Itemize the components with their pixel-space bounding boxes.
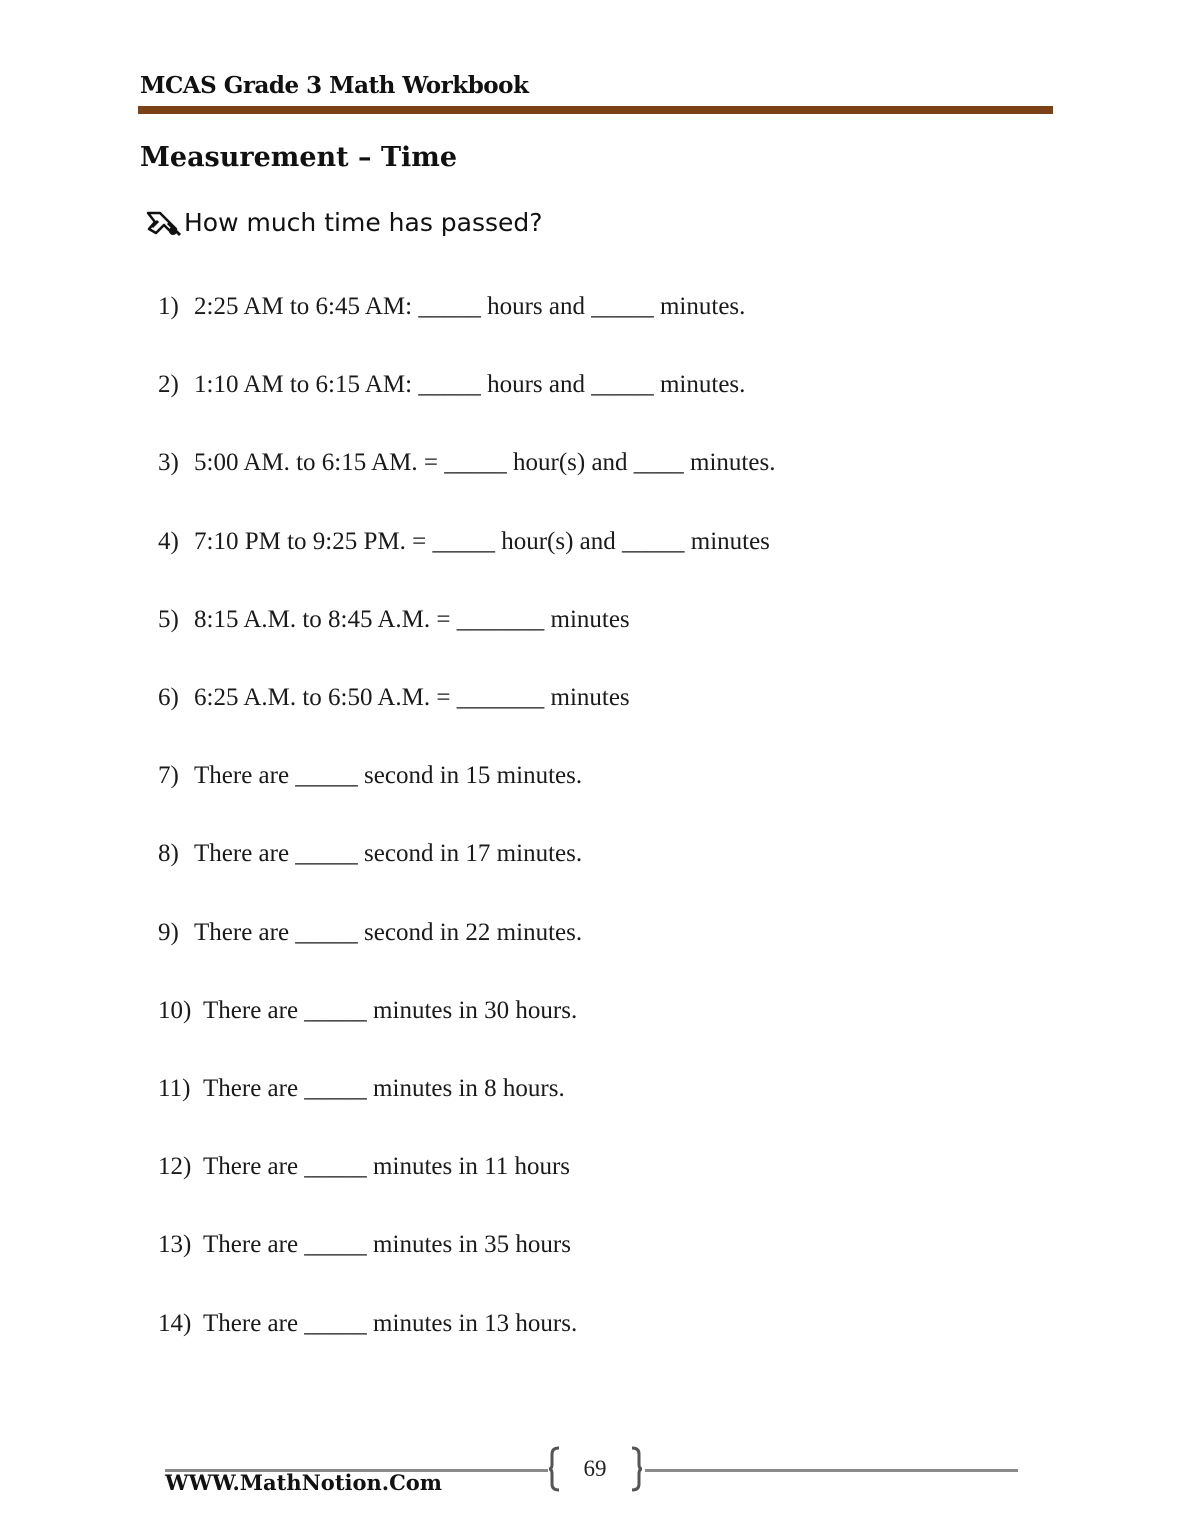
question-item [158, 919, 582, 947]
question-text: There are _____ minutes in 35 hours [203, 1231, 571, 1258]
footer-rule-right [645, 1469, 1018, 1472]
question-item [158, 371, 745, 399]
question-text: 1:10 AM to 6:15 AM: _____ hours and _____ minutes. [194, 371, 746, 398]
question-number: 11) [158, 1075, 191, 1102]
question-text: There are _____ second in 22 minutes. [194, 919, 583, 946]
question-text: 5:00 AM. to 6:15 AM. = _____ hour(s) and ____ minutes. [194, 449, 776, 476]
question-item [158, 997, 577, 1025]
question-item [158, 1153, 570, 1181]
question-text: There are _____ minutes in 11 hours [203, 1153, 571, 1180]
question-number: 2) [158, 371, 179, 398]
question-number: 3) [158, 449, 179, 476]
question-item [158, 1075, 565, 1103]
question-item [158, 449, 775, 477]
question-number: 8) [158, 840, 179, 867]
question-item [158, 1231, 571, 1259]
question-number: 12) [158, 1153, 192, 1180]
question-text: 7:10 PM to 9:25 PM. = _____ hour(s) and _____ minutes [194, 528, 770, 555]
left-brace-icon [548, 1446, 562, 1492]
question-text: 8:15 A.M. to 8:45 A.M. = _______ minutes [194, 606, 630, 633]
question-number: 9) [158, 919, 179, 946]
question-text: 2:25 AM to 6:45 AM: _____ hours and _____ minutes. [194, 293, 746, 320]
instruction-text: How much time has passed? [184, 208, 543, 237]
question-number: 6) [158, 684, 179, 711]
footer-website: WWW.MathNotion.Com [165, 1470, 443, 1495]
workbook-title: MCAS Grade 3 Math Workbook [140, 72, 529, 99]
header-divider [138, 106, 1053, 114]
right-brace-icon [629, 1446, 643, 1492]
question-number: 10) [158, 997, 192, 1024]
writing-hand-icon [146, 209, 182, 237]
question-item [158, 684, 630, 712]
question-text: There are _____ minutes in 8 hours. [203, 1075, 565, 1102]
question-item [158, 293, 745, 321]
question-number: 14) [158, 1310, 192, 1337]
page-number: 69 [583, 1456, 607, 1481]
question-text: There are _____ minutes in 30 hours. [203, 997, 578, 1024]
question-text: There are _____ second in 17 minutes. [194, 840, 583, 867]
question-number: 4) [158, 528, 179, 555]
section-title: Measurement – Time [140, 142, 458, 173]
instruction [146, 208, 543, 237]
question-number: 5) [158, 606, 179, 633]
question-number: 13) [158, 1231, 192, 1258]
question-item [158, 762, 582, 790]
question-item [158, 528, 770, 556]
question-number: 1) [158, 293, 179, 320]
question-number: 7) [158, 762, 179, 789]
question-item [158, 606, 630, 634]
question-text: 6:25 A.M. to 6:50 A.M. = _______ minutes [194, 684, 630, 711]
question-text: There are _____ second in 15 minutes. [194, 762, 583, 789]
question-text: There are _____ minutes in 13 hours. [203, 1310, 578, 1337]
question-item [158, 1310, 577, 1338]
question-item [158, 840, 582, 868]
